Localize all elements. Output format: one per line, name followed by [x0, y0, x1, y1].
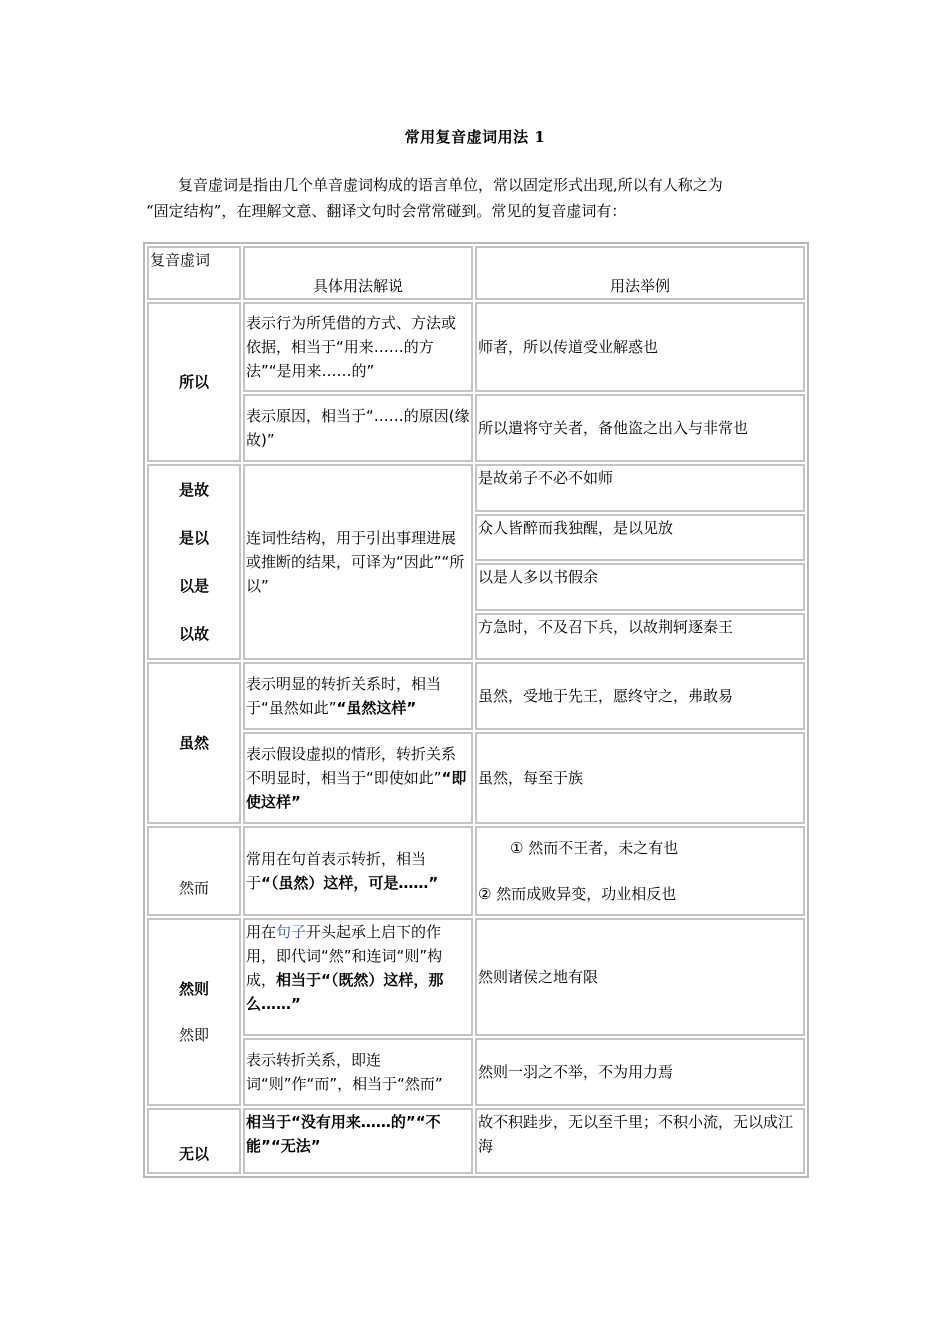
word-cell: 无以 [147, 1108, 241, 1174]
table-row [147, 826, 805, 916]
word-yigu: 以故 [178, 625, 209, 643]
example-cell: 故不积跬步，无以至千里；不积小流，无以成江海 [475, 1108, 805, 1174]
word-shigu: 是故 [178, 481, 209, 499]
usage-cell: 表示原因，相当于“……的原因(缘故)” [243, 394, 473, 462]
table-row [147, 1108, 805, 1174]
table-row [147, 662, 805, 730]
table-row [147, 464, 805, 512]
example-cell: 师者，所以传道受业解惑也 [475, 302, 805, 392]
intro-paragraph [146, 172, 811, 224]
word-shiyi: 是以 [178, 529, 209, 547]
usage-cell: 表示明显的转折关系时，相当于“虽然如此”“虽然这样” [243, 662, 473, 730]
table-row [147, 1038, 805, 1106]
table-row [147, 302, 805, 392]
word-ranji: 然即 [178, 1026, 209, 1044]
example-2: ② 然而成败异变，功业相反也 [478, 885, 677, 903]
table-row [147, 394, 805, 462]
usage-cell: 用在句子开头起承上启下的作用，即代词“然”和连词“则”构成，相当于“（既然）这样，那么……” [243, 918, 473, 1036]
example-cell: 然则诸侯之地有限 [475, 918, 805, 1036]
word-ranze: 然则 [178, 980, 209, 998]
word-cell: 然而 [147, 826, 241, 916]
word-yishi: 以是 [178, 577, 209, 595]
usage-cell: 表示转折关系，即连词“则”作“而”，相当于“然而” [243, 1038, 473, 1106]
usage-cell: 表示假设虚拟的情形，转折关系不明显时，相当于“即使如此”“即使这样” [243, 732, 473, 824]
intro-line-2: “固定结构”，在理解文意、翻译文句时会常常碰到。常见的复音虚词有： [146, 202, 627, 220]
table-row [147, 918, 805, 1036]
word-cell: 虽然 [147, 662, 241, 824]
table-row [147, 732, 805, 824]
header-usage: 具体用法解说 [243, 246, 473, 300]
example-1: ① 然而不王者，未之有也 [510, 839, 679, 857]
sentence-link[interactable]: 句子 [276, 923, 307, 941]
usage-cell: 连词性结构，用于引出事理进展或推断的结果，可译为“因此”“所以” [243, 464, 473, 660]
word-cell: 所以 [147, 302, 241, 462]
word-cell [147, 918, 241, 1106]
example-cell: 众人皆醉而我独醒，是以见放 [475, 514, 805, 562]
document-title: 常用复音虚词用法 1 [404, 128, 546, 146]
intro-line-1: 复音虚词是指由几个单音虚词构成的语言单位，常以固定形式出现,所以有人称之为 [178, 176, 723, 194]
function-words-table [143, 242, 809, 1178]
header-row [147, 246, 805, 300]
usage-cell: 表示行为所凭借的方式、方法或依据，相当于“用来……的方法”“是用来……的” [243, 302, 473, 392]
example-cell [475, 826, 805, 916]
example-cell: 是故弟子不必不如师 [475, 464, 805, 512]
example-cell: 以是人多以书假余 [475, 563, 805, 611]
example-cell: 所以遣将守关者，备他盗之出入与非常也 [475, 394, 805, 462]
usage-cell: 常用在句首表示转折，相当于“（虽然）这样，可是……” [243, 826, 473, 916]
word-cell [147, 464, 241, 660]
example-cell: 虽然，每至于族 [475, 732, 805, 824]
example-cell: 虽然，受地于先王，愿终守之，弗敢易 [475, 662, 805, 730]
example-cell: 然则一羽之不举，不为用力焉 [475, 1038, 805, 1106]
example-cell: 方急时，不及召下兵，以故荆轲逐秦王 [475, 613, 805, 661]
header-word: 复音虚词 [147, 246, 241, 300]
header-example: 用法举例 [475, 246, 805, 300]
usage-cell: 相当于“没有用来……的”“不能”“无法” [243, 1108, 473, 1174]
